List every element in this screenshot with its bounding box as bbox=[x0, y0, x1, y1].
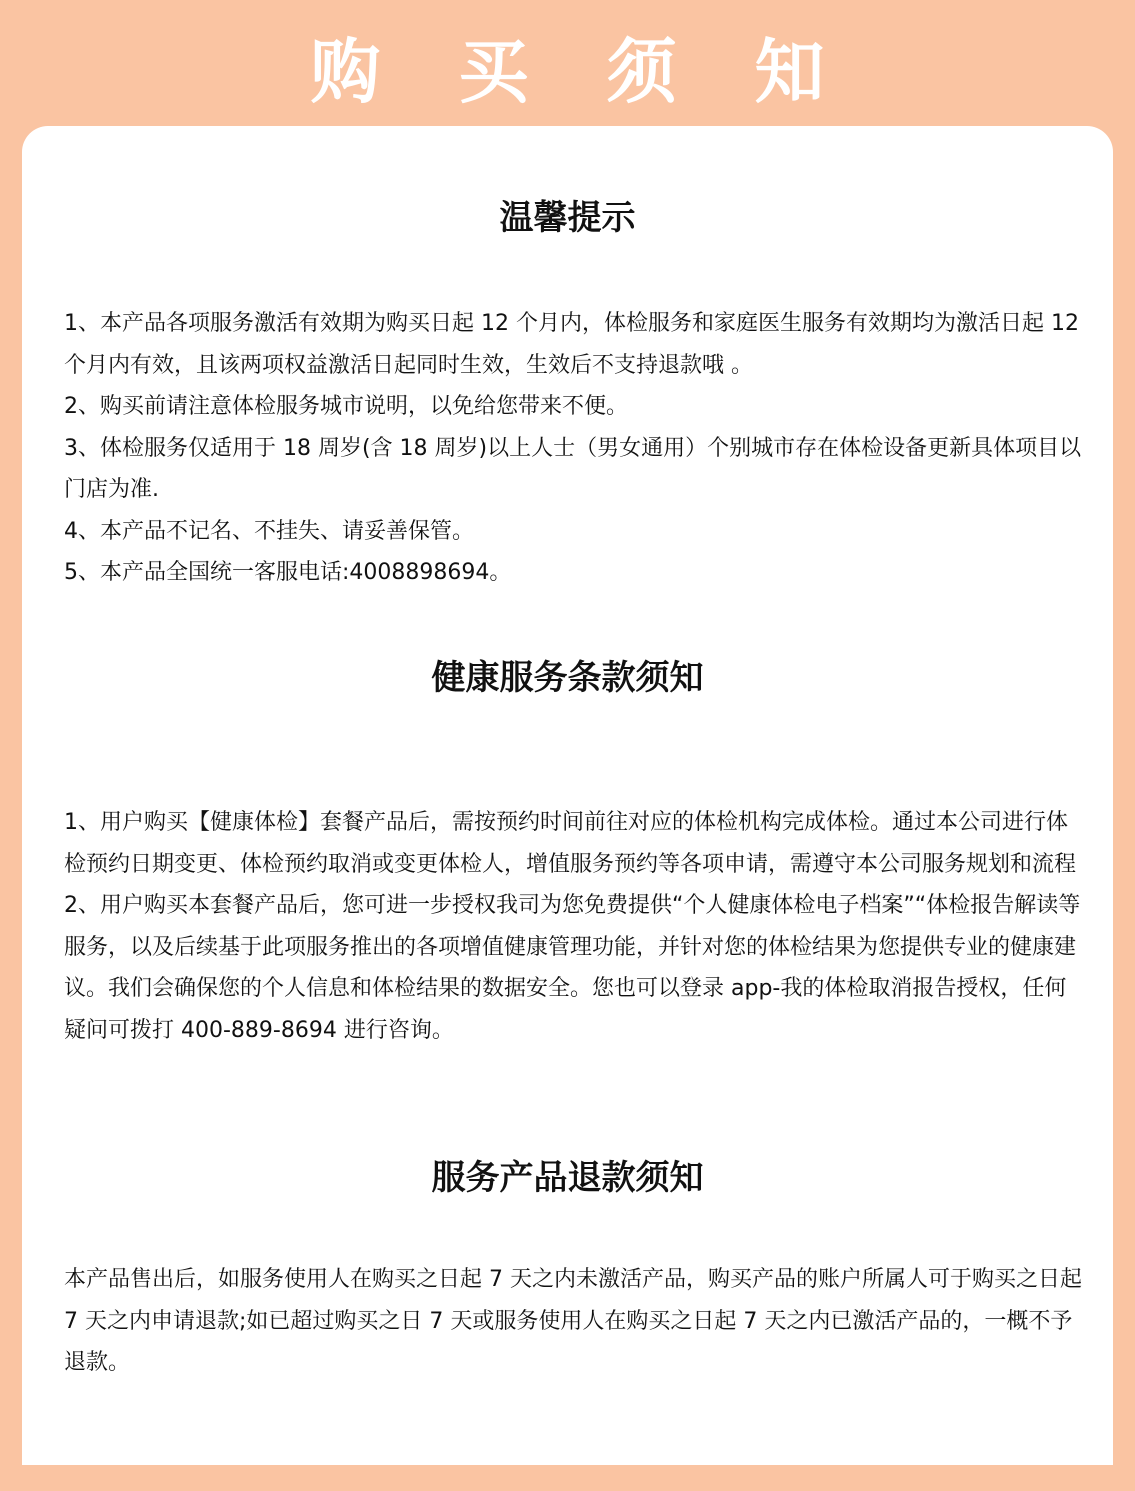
content-card bbox=[22, 126, 1113, 1465]
section-title-refund: 服务产品退款须知 bbox=[431, 1158, 704, 1198]
health-terms-item-1: 1、用户购买【健康体检】套餐产品后，需按预约时间前往对应的体检机构完成体检。通过本公司进行体检预约日期变更、体检预约取消或变更体检人，增值服务预约等各项申请，需遵守本公司服务规划和流程 bbox=[64, 810, 1077, 877]
tips-item-5: 5、本产品全国统一客服电话:4008898694。 bbox=[64, 560, 512, 585]
tips-item-1: 1、本产品各项服务激活有效期为购买日起 12 个月内，体检服务和家庭医生服务有效期均为激活日起 12 个月内有效，且该两项权益激活日起同时生效，生效后不支持退款哦 。 bbox=[64, 311, 1079, 378]
section-title-tips: 温馨提示 bbox=[499, 198, 636, 238]
header-banner bbox=[0, 0, 1135, 142]
refund-item-1: 本产品售出后，如服务使用人在购买之日起 7 天之内未激活产品，购买产品的账户所属人可于购买之日起 7 天之内申请退款;如已超过购买之日 7 天或服务使用人在购买之日起 7 天之内已激活产品的，一概不予退款。 bbox=[64, 1267, 1082, 1375]
health-terms-item-2: 2、用户购买本套餐产品后，您可进一步授权我司为您免费提供“个人健康体检电子档案”“体检报告解读等服务，以及后续基于此项服务推出的各项增值健康管理功能，并针对您的体检结果为您提供专业的健康建议。我们会确保您的个人信息和体检结果的数据安全。您也可以登录 app-我的体检取消报告授权，任何疑问可拨打 400-889-8694 进行咨询。 bbox=[64, 893, 1081, 1043]
section-body-tips bbox=[64, 303, 1084, 594]
section-body-refund bbox=[64, 1259, 1084, 1384]
tips-item-4: 4、本产品不记名、不挂失、请妥善保管。 bbox=[64, 518, 474, 544]
tips-item-2: 2、购买前请注意体检服务城市说明，以免给您带来不便。 bbox=[64, 394, 628, 419]
tips-item-3: 3、体检服务仅适用于 18 周岁(含 18 周岁)以上人士（男女通用）个别城市存在体检设备更新具体项目以门店为准. bbox=[64, 435, 1082, 502]
section-body-health-terms bbox=[64, 802, 1084, 1051]
section-title-health-terms: 健康服务条款须知 bbox=[431, 658, 704, 698]
page-title: 购买须知 bbox=[310, 31, 903, 113]
